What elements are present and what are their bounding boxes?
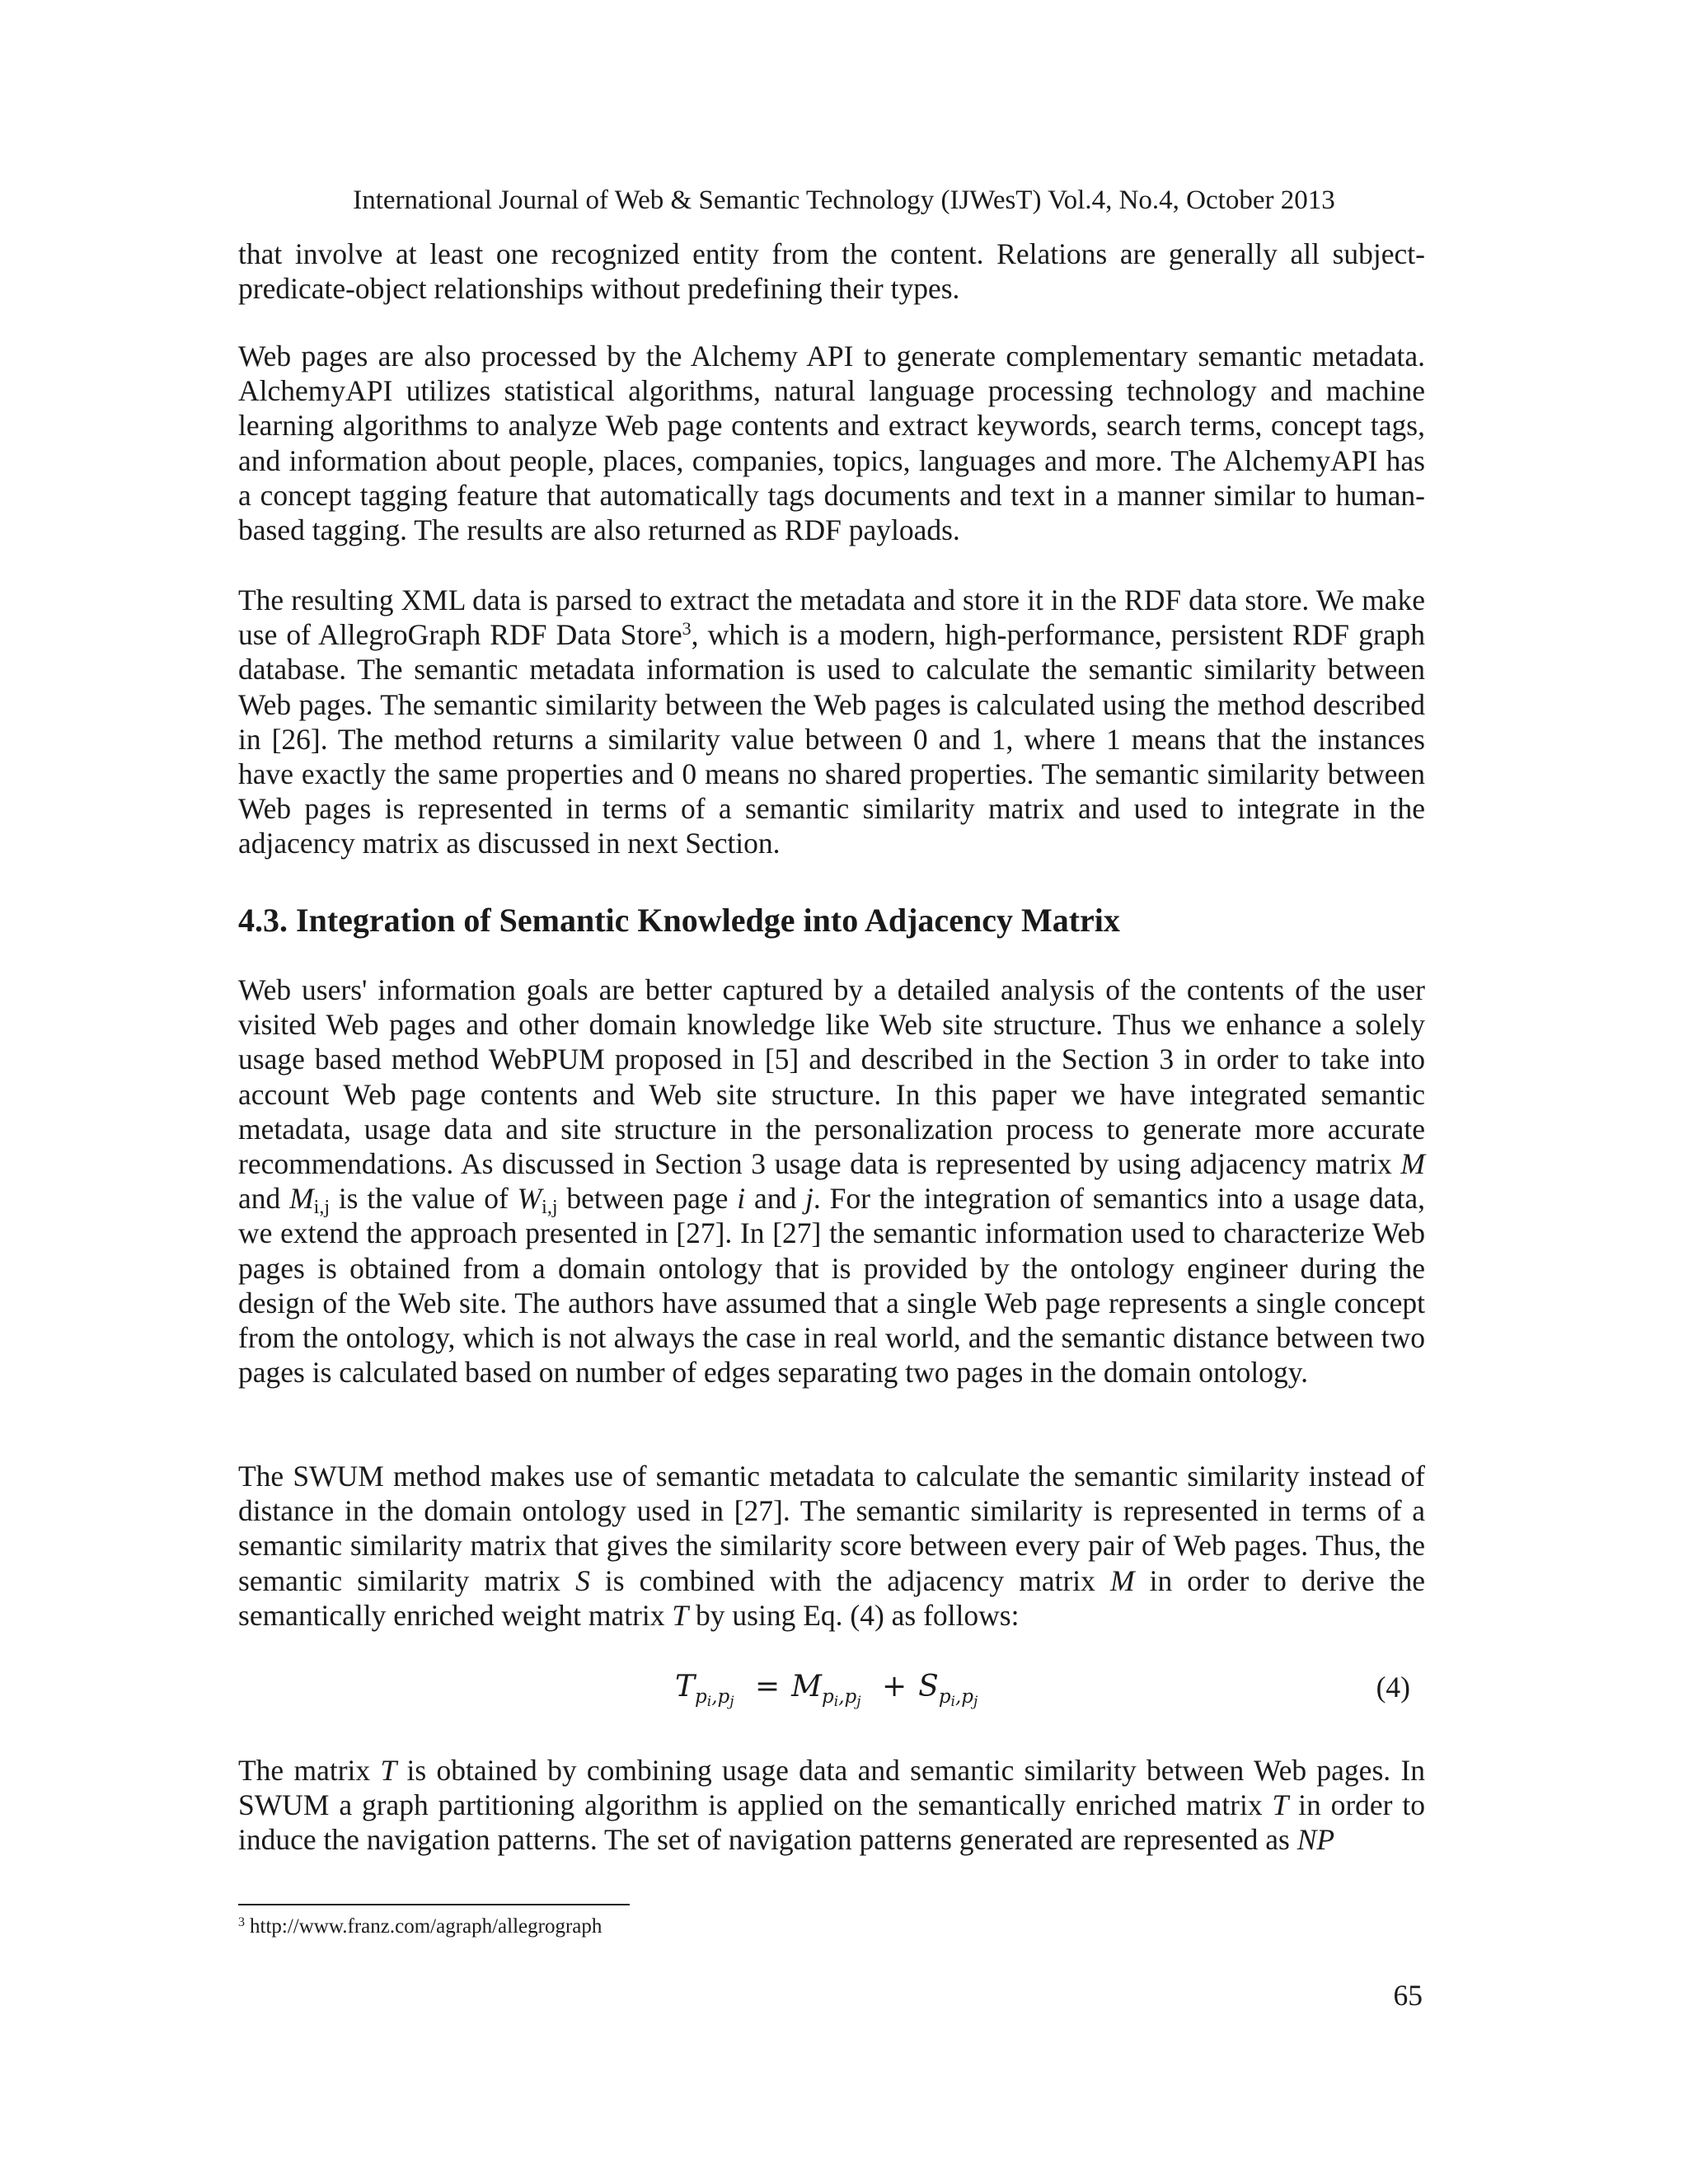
eq-M-subscript: pi,pj — [822, 1686, 861, 1710]
paragraph-4-text-b: . For the integration of semantics into a usage data, we extend the approach presented in [27]. In [27] the semantic information used to characterize Web pages is obtained from a domain ontology that is provided by the ontology engineer during the design of the Web site. The authors have assumed that a single Web page represents a single concept from the ontology, which is not always the case in real world, and the semantic distance between two pages is calculated based on number of edges separating two pages in the domain ontology. — [238, 1182, 1425, 1390]
symbol-T-2: T — [380, 1754, 397, 1787]
section-heading: 4.3. Integration of Semantic Knowledge into Adjacency Matrix — [238, 902, 1120, 939]
paragraph-5-text-a: The SWUM method makes use of semantic metadata to calculate the semantic similarity instead of distance in the domain ontology used in [27]. The semantic similarity is represented in terms of a semantic similarity matrix that gives the similarity score between every pair of Web pages. Thus, the semantic similarity matrix — [238, 1460, 1425, 1597]
symbol-Wij-subscript: i,j — [542, 1197, 558, 1219]
paragraph-5-text-c: in order to derive the semantically enriched weight matrix — [238, 1563, 1426, 1632]
paragraph-3-text-b: , which is a modern, high-performance, persistent RDF graph database. The semantic metadata information is used to calculate the semantic similarity between Web pages. The semantic similarity between the Web pages is calculated using the method described in [26]. The method returns a similarity value between 0 and 1, where 1 means that the instances have exactly the same properties and 0 means no shared properties. The semantic similarity between Web pages is represented in terms of a semantic similarity matrix and used to integrate in the adjacency matrix as discussed in next Section. — [238, 618, 1425, 860]
paragraph-5 — [238, 1459, 1425, 1633]
paragraph-4-and-2: and — [745, 1182, 806, 1216]
eq-S-subscript: pi,pj — [938, 1686, 978, 1710]
paragraph-3 — [238, 583, 1425, 861]
eq-S: S — [918, 1670, 939, 1704]
paragraph-6-text-a: The matrix — [238, 1754, 381, 1787]
symbol-NP: NP — [1296, 1823, 1335, 1857]
page-number: 65 — [1393, 1979, 1423, 2012]
eq-T: T — [675, 1670, 696, 1704]
footnote — [238, 1914, 602, 1940]
equation-number: (4) — [1376, 1671, 1410, 1704]
symbol-Mij: M — [289, 1182, 314, 1216]
footnote-link[interactable]: http://www.franz.com/agraph/allegrograph — [250, 1915, 603, 1938]
equation-body — [675, 1666, 978, 1708]
symbol-j: j — [805, 1182, 814, 1216]
footnote-reference: 3 — [682, 618, 692, 640]
paragraph-5-text-b: is combined with the adjacency matrix — [589, 1563, 1110, 1597]
symbol-M: M — [1400, 1147, 1425, 1181]
paragraph-5-text-d: by using Eq. (4) as follows: — [688, 1598, 1020, 1632]
paragraph-4-and: and — [238, 1182, 290, 1216]
symbol-Wij: W — [517, 1182, 542, 1216]
paragraph-1: that involve at least one recognized entity from the content. Relations are generally all subject-predicate-object relationships without predefining their types. — [238, 237, 1425, 306]
footnote-marker: 3 — [238, 1915, 245, 1929]
paragraph-4-text-a: Web users' information goals are better captured by a detailed analysis of the contents of the user visited Web pages and other domain knowledge like Web site structure. Thus we enhance a solely usage based method WebPUM proposed in [5] and described in the Section 3 in order to take into account Web page contents and Web site structure. In this paper we have integrated semantic metadata, usage data and site structure in the personalization process to generate more accurate recommendations. As discussed in Section 3 usage data is represented by using adjacency matrix — [238, 973, 1425, 1181]
paragraph-6 — [238, 1753, 1425, 1858]
paragraph-3-text-a: The resulting XML data is parsed to extract the metadata and store it in the RDF data store. We make use of AllegroGraph RDF Data Store — [238, 583, 1425, 652]
eq-T-subscript: pi,pj — [695, 1686, 734, 1710]
equation-4 — [238, 1666, 1425, 1716]
paragraph-6-text-c: in order to induce the navigation patterns. The set of navigation patterns generated are represented as — [238, 1788, 1425, 1857]
footnote-separator — [238, 1904, 630, 1905]
paragraph-6-text-b: is obtained by combining usage data and semantic similarity between Web pages. In SWUM a graph partitioning algorithm is applied on the semantically enriched matrix — [238, 1754, 1426, 1822]
symbol-T: T — [672, 1598, 689, 1632]
eq-M: M — [791, 1670, 823, 1704]
paragraph-2: Web pages are also processed by the Alchemy API to generate complementary semantic metadata. AlchemyAPI utilizes statistical algorithms, natural language processing technology and machine learning algorithms to analyze Web page contents and extract keywords, search terms, concept tags, and information about people, places, companies, topics, languages and more. The AlchemyAPI has a concept tagging feature that automatically tags documents and text in a manner similar to human-based tagging. The results are also returned as RDF payloads. — [238, 340, 1425, 547]
symbol-M-2: M — [1109, 1563, 1135, 1597]
eq-plus-sign: + — [881, 1670, 907, 1704]
paragraph-4-value-of: is the value of — [330, 1182, 518, 1216]
running-header: International Journal of Web & Semantic Technology (IJWesT) Vol.4, No.4, October 2013 — [353, 185, 1335, 215]
symbol-S: S — [575, 1563, 590, 1597]
paragraph-4-between: between page — [557, 1182, 738, 1216]
symbol-Mij-subscript: i,j — [313, 1197, 330, 1219]
paragraph-4 — [238, 972, 1425, 1390]
symbol-T-3: T — [1272, 1788, 1289, 1822]
eq-equals-sign: = — [754, 1670, 781, 1704]
symbol-i: i — [737, 1182, 746, 1216]
